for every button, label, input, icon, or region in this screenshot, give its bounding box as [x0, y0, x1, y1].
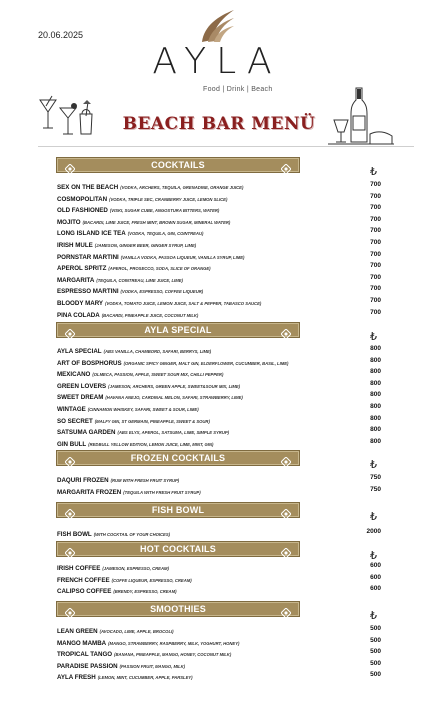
menu-item — [57, 355, 381, 366]
item-price: 500 — [370, 648, 381, 656]
section-title: COCKTAILS — [151, 160, 205, 170]
item-name: BLOODY MARY — [57, 300, 104, 307]
item-price: 800 — [370, 426, 381, 434]
menu-item — [57, 669, 381, 680]
menu-item — [57, 401, 381, 412]
section-title: SMOOTHIES — [150, 604, 206, 614]
item-description: (CINNAMON WHISKEY, SAFARI, SWEET & SOUR, LIME) — [87, 407, 199, 412]
item-description: (HAVANA ANEJO, CARDINAL MELON, SAFARI, STRAWBERRY, LIME) — [105, 395, 243, 401]
menu-item — [57, 225, 381, 236]
section-title: FROZEN COCKTAILS — [130, 453, 226, 463]
item-price: 500 — [370, 636, 381, 644]
menu-item — [57, 424, 381, 435]
item-description: (LEMON, MINT, CUCUMBER, APPLE, PARSLEY) — [97, 675, 193, 681]
item-name: PINA COLADA — [57, 311, 100, 319]
item-description: (MALFY GIN, ST GERMAIN, PINEAPPLE, SWEET & SOUR) — [94, 418, 210, 424]
item-price: 800 — [370, 368, 381, 376]
item-price: 700 — [370, 285, 381, 293]
menu-item — [57, 283, 381, 294]
item-name: MOJITO — [57, 218, 81, 226]
item-price: 700 — [370, 192, 381, 200]
item-description: (JAMESON, GINGER BEER, GINGER SYRUP, LIME) — [94, 243, 197, 248]
menu-item — [57, 560, 381, 571]
item-name: GREEN LOVERS — [57, 382, 107, 390]
item-name: LEAN GREEN — [57, 628, 98, 635]
section-title: FISH BOWL — [151, 505, 205, 515]
ornament-icon — [281, 161, 291, 171]
item-price: 700 — [370, 239, 381, 246]
section-title: AYLA SPECIAL — [144, 325, 212, 335]
item-description: (ABS ELYX, APEROL, SATSUMA, LIME, SIMPLE SYRUP) — [117, 430, 230, 436]
item-name: FISH BOWL — [57, 531, 92, 538]
item-price: 700 — [370, 297, 381, 304]
currency-symbol: ₺ — [370, 165, 377, 178]
item-description: (VODKA, ESPRESSO, COFFEE LIQUEUR) — [120, 289, 204, 295]
item-name: IRISH MULE — [57, 242, 93, 249]
menu-item — [57, 526, 381, 537]
menu-item — [57, 472, 381, 483]
menu-item — [57, 237, 381, 248]
item-description: (RUM WITH FRESH FRUIT SYRUP) — [110, 478, 180, 483]
menu-item — [57, 413, 381, 424]
item-price: 700 — [370, 215, 381, 223]
item-name: PORNSTAR MARTINI — [57, 253, 119, 261]
swirl-logo-icon — [194, 6, 238, 46]
item-description: (VISKI, SUGAR CUBE, ANGOSTURA BITTERS, WATER) — [109, 208, 220, 214]
item-name: SEX ON THE BEACH — [57, 184, 119, 191]
menu-item — [57, 378, 381, 389]
menu-item — [57, 572, 381, 583]
ornament-icon — [281, 545, 291, 555]
item-name: GIN BULL — [57, 440, 87, 448]
item-price: 750 — [370, 485, 381, 493]
ornament-icon — [281, 506, 291, 516]
item-description: (VODKA, TOMATO JUICE, LEMON JUICE, SALT & PEPPER, TABASCO SAUCE) — [105, 301, 262, 306]
menu-item — [57, 272, 381, 283]
menu-item — [57, 214, 381, 225]
item-description: (VODKA, ARCHERS, TEQUILA, GRENADINE, ORANGE JUICE) — [120, 185, 244, 190]
item-description: (APEROL, PROSECCO, SODA, SLICE OF ORANGE) — [108, 266, 211, 272]
item-price: 700 — [370, 308, 381, 316]
currency-symbol: ₺ — [370, 609, 377, 622]
item-name: SO SECRET — [57, 417, 93, 425]
section-header — [56, 450, 300, 466]
currency-symbol: ₺ — [370, 458, 377, 471]
menu-item — [57, 635, 381, 646]
item-name: MANGO MAMBA — [57, 639, 107, 647]
item-description: (JAMESON, ESPRESSO, CREAM) — [102, 566, 169, 571]
menu-item — [57, 191, 381, 202]
item-name: MARGARITA — [57, 276, 95, 284]
currency-symbol: ₺ — [370, 510, 377, 523]
menu-item — [57, 179, 381, 190]
menu-date: 20.06.2025 — [38, 30, 84, 40]
item-price: 750 — [370, 474, 381, 481]
item-price: 700 — [370, 181, 381, 188]
item-description: (JAMESON, ARCHERS, GREEN APPLE, SWEET&SOUR MIX, LIME) — [108, 383, 241, 389]
ornament-icon — [281, 605, 291, 615]
currency-symbol: ₺ — [370, 330, 377, 343]
menu-item — [57, 658, 381, 669]
item-description: (BANANA, PINEAPPLE, MANGO, HONEY, COCONUT MILK) — [114, 652, 232, 658]
item-name: CALIPSO COFFEE — [57, 588, 112, 596]
item-name: DAQURI FROZEN — [57, 477, 109, 484]
menu-item — [57, 436, 381, 447]
ornament-icon — [281, 454, 291, 464]
item-price: 600 — [370, 562, 381, 569]
menu-item — [57, 366, 381, 377]
cocktail-glasses-icon — [38, 94, 102, 138]
section-header — [56, 541, 300, 557]
item-price: 500 — [370, 659, 381, 667]
item-description: (VANILLA VODKA, PASSOA LIQUEUR, VANILLA SYRUP, LIME) — [120, 254, 245, 260]
item-price: 700 — [370, 227, 381, 235]
item-name: MARGARITA FROZEN — [57, 488, 122, 496]
section-title: HOT COCKTAILS — [140, 544, 216, 554]
item-name: WINTAGE — [57, 406, 86, 413]
menu-item — [57, 260, 381, 271]
item-description: (PASSION FRUIT, MANGO, MILK) — [119, 663, 186, 669]
item-price: 700 — [370, 273, 381, 281]
item-price: 800 — [370, 379, 381, 387]
item-price: 700 — [370, 262, 381, 270]
item-price: 600 — [370, 573, 381, 581]
item-price: 600 — [370, 585, 381, 593]
item-description: (BRENDY, ESPRESSO, CREAM) — [113, 589, 177, 595]
item-price: 500 — [370, 625, 381, 632]
item-price: 800 — [370, 414, 381, 422]
wine-bottle-icon — [326, 86, 396, 148]
brand-name: AYLA — [152, 41, 282, 82]
item-price: 700 — [370, 250, 381, 258]
item-name: APEROL SPRITZ — [57, 265, 107, 273]
currency-symbol: ₺ — [370, 549, 377, 562]
item-description: (TEQUILA, COINTREAU, LIME JUICE, LIME) — [96, 277, 183, 283]
item-description: (ORGANIC SPICY GINGER, MALT GIN, ELDERFLOWER, CUCUMBER, BASIL, LIME) — [123, 360, 289, 366]
section-header — [56, 322, 300, 338]
item-description: (WITH COCKTAIL OF YOUR CHOICES) — [93, 532, 171, 537]
item-name: OLD FASHIONED — [57, 207, 108, 215]
item-description: (ABS VANILLA, CHAMBORD, SAFARI, BERRYS, LIME) — [103, 349, 212, 354]
item-description: (VODKA, TRIPLE SEC, CRANBERRY JUICE, LEMON SLICE) — [109, 196, 228, 202]
section-header — [56, 502, 300, 518]
menu-item — [57, 646, 381, 657]
item-description: (REDBULL YELLOW EDITION, LEMON JUICE, LIME, MINT, GIN) — [88, 441, 214, 447]
item-name: ESPRESSO MARTINI — [57, 288, 119, 296]
menu-item — [57, 623, 381, 634]
menu-item — [57, 249, 381, 260]
item-name: MEXICANO — [57, 371, 91, 379]
item-name: ART OF BOSPHORUS — [57, 359, 122, 367]
item-name: AYLA FRESH — [57, 674, 96, 682]
item-price: 700 — [370, 204, 381, 212]
item-description: (BACARDI, LIME JUICE, FRESH MINT, BROWN SUGAR, MINERAL WATER) — [82, 219, 231, 225]
item-name: SWEET DREAM — [57, 394, 104, 402]
item-description: (TEQUILA WITH FRESH FRUIT SYRUP) — [123, 489, 201, 495]
brand-tagline: Food | Drink | Beach — [203, 86, 273, 93]
item-description: (VODKA, TEQUILA, GIN, COINTREAU) — [127, 231, 204, 237]
item-name: TROPICAL TANGO — [57, 651, 113, 659]
item-description: (AVOCADO, LIME, APPLE, BROCOLI) — [99, 629, 174, 634]
menu-item — [57, 307, 381, 318]
item-name: SATSUMA GARDEN — [57, 429, 116, 437]
menu-title: BEACH BAR MENÜ — [122, 114, 316, 134]
item-description: (COFFE LIQUEUR, ESPRESSO, CREAM) — [111, 577, 192, 583]
section-header — [56, 601, 300, 617]
menu-item — [57, 389, 381, 400]
item-name: FRENCH COFFEE — [57, 576, 110, 584]
section-header — [56, 157, 300, 173]
menu-item — [57, 484, 381, 495]
item-price: 800 — [370, 403, 381, 410]
item-price: 800 — [370, 437, 381, 445]
menu-item — [57, 583, 381, 594]
item-name: IRISH COFFEE — [57, 565, 101, 572]
ornament-icon — [281, 326, 291, 336]
item-name: AYLA SPECIAL — [57, 348, 102, 355]
item-name: COSMOPOLITAN — [57, 195, 108, 203]
item-description: (MANGO, STRAWBERRY, RASPBERRY, MILK, YOGHURT, HONEY) — [108, 640, 240, 646]
item-description: (OLMECA, PASSION, APPLE, SWEET SOUR MIX, CHILLI PEPPER) — [92, 372, 224, 378]
item-price: 800 — [370, 356, 381, 364]
title-divider — [38, 146, 414, 147]
menu-item — [57, 295, 381, 306]
menu-item — [57, 343, 381, 354]
item-name: LONG ISLAND ICE TEA — [57, 230, 126, 238]
item-name: PARADISE PASSION — [57, 662, 118, 670]
item-price: 2000 — [366, 528, 381, 535]
item-price: 500 — [370, 671, 381, 679]
menu-item — [57, 202, 381, 213]
item-price: 800 — [370, 345, 381, 352]
item-price: 800 — [370, 391, 381, 399]
item-description: (BACARDI, PINEAPPLE JUICE, COCONUT MILK) — [101, 312, 199, 318]
